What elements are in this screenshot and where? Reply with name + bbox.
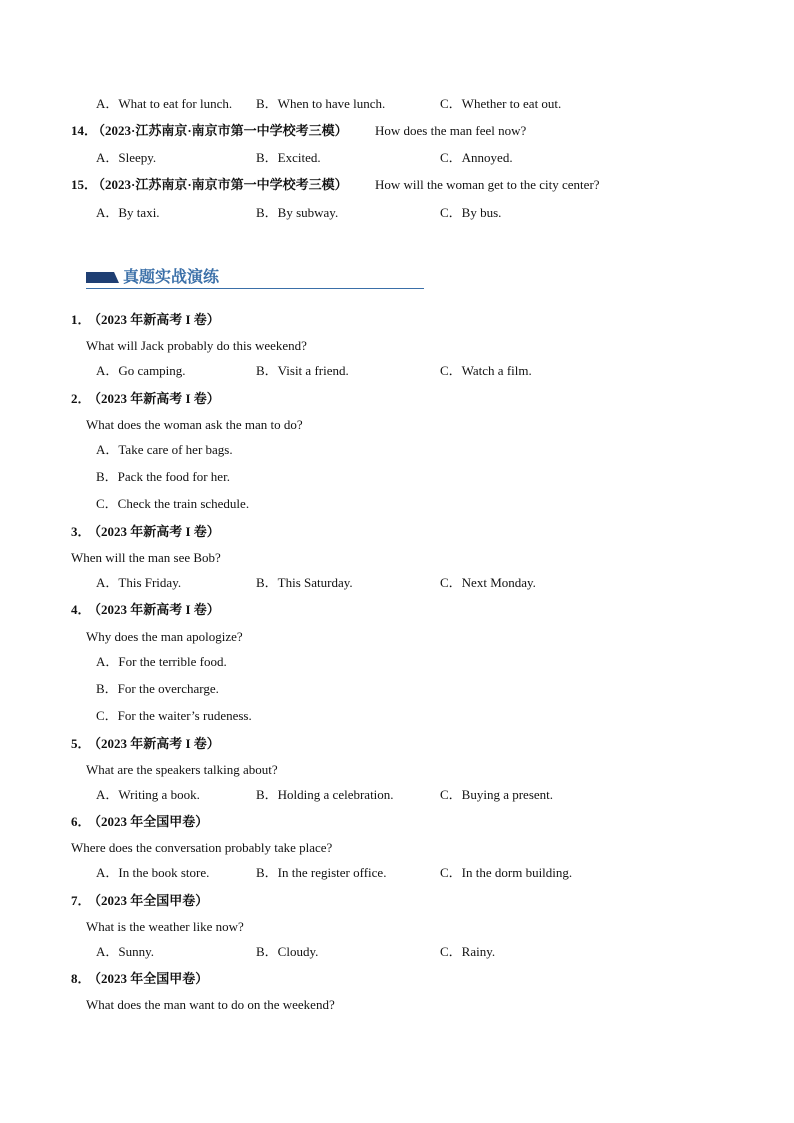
- q14-header: [0, 122, 794, 140]
- q5-number: 5．: [71, 736, 91, 751]
- q3-header: [0, 523, 794, 541]
- q2-option-a: A．Take care of her bags.: [96, 442, 233, 457]
- q4-number: 4．: [71, 602, 91, 617]
- q5-stem-row: [0, 761, 794, 779]
- q1-header: [0, 311, 794, 329]
- q3-stem-row: [0, 549, 794, 567]
- q7-source: （2023 年全国甲卷）: [88, 893, 209, 908]
- q13-option-c: C．Whether to eat out.: [440, 96, 562, 111]
- q6-number: 6．: [71, 814, 91, 829]
- q5-option-c: C．Buying a present.: [440, 787, 554, 802]
- q3-text: When will the man see Bob?: [71, 550, 221, 565]
- q2-stem-row: [0, 416, 794, 434]
- q7-stem-row: [0, 918, 794, 936]
- q4-option-b: B．For the overcharge.: [96, 681, 219, 696]
- q8-number: 8．: [71, 971, 91, 986]
- q3-option-a: A．This Friday.: [96, 575, 182, 590]
- q3-number: 3．: [71, 524, 91, 539]
- q7-option-a: A．Sunny.: [96, 944, 155, 959]
- q14-source: （2023·江苏南京·南京市第一中学校考三模）: [92, 123, 348, 138]
- q2-option-b-row: [0, 468, 794, 486]
- q15-option-a: A．By taxi.: [96, 205, 160, 220]
- q5-source: （2023 年新高考 I 卷）: [88, 736, 220, 751]
- q6-stem-row: [0, 839, 794, 857]
- q1-option-c: C．Watch a film.: [440, 363, 532, 378]
- q1-option-b: B．Visit a friend.: [256, 363, 349, 378]
- q15-number: 15．: [71, 177, 98, 192]
- q6-header: [0, 813, 794, 831]
- q6-source: （2023 年全国甲卷）: [88, 814, 209, 829]
- q2-header: [0, 390, 794, 408]
- q1-number: 1．: [71, 312, 91, 327]
- q15-option-b: B．By subway.: [256, 205, 339, 220]
- q13-options: [0, 95, 794, 113]
- q5-options: [0, 786, 794, 804]
- q5-text: What are the speakers talking about?: [86, 762, 278, 777]
- q6-option-b: B．In the register office.: [256, 865, 387, 880]
- q1-stem-row: [0, 337, 794, 355]
- q3-options: [0, 574, 794, 592]
- q2-option-a-row: [0, 441, 794, 459]
- q1-option-a: A．Go camping.: [96, 363, 186, 378]
- q4-stem-row: [0, 628, 794, 646]
- q7-header: [0, 892, 794, 910]
- section-title: 真题实战演练: [123, 267, 220, 286]
- q2-option-b: B．Pack the food for her.: [96, 469, 230, 484]
- q13-option-a: A．What to eat for lunch.: [96, 96, 233, 111]
- q4-header: [0, 601, 794, 619]
- q7-options: [0, 943, 794, 961]
- q15-options: [0, 204, 794, 222]
- q7-text: What is the weather like now?: [86, 919, 244, 934]
- q5-header: [0, 735, 794, 753]
- q6-text: Where does the conversation probably take place?: [71, 840, 333, 855]
- q7-option-c: C．Rainy.: [440, 944, 496, 959]
- q5-option-b: B．Holding a celebration.: [256, 787, 394, 802]
- q8-stem-row: [0, 996, 794, 1014]
- q2-option-c: C．Check the train schedule.: [96, 496, 250, 511]
- q8-text: What does the man want to do on the weekend?: [86, 997, 335, 1012]
- section-underline: [86, 288, 424, 289]
- q3-source: （2023 年新高考 I 卷）: [88, 524, 220, 539]
- q3-option-c: C．Next Monday.: [440, 575, 536, 590]
- q2-text: What does the woman ask the man to do?: [86, 417, 303, 432]
- section-bar-icon: [86, 272, 119, 283]
- q4-option-c: C．For the waiter’s rudeness.: [96, 708, 252, 723]
- q2-option-c-row: [0, 495, 794, 513]
- q15-option-c: C．By bus.: [440, 205, 502, 220]
- q4-option-c-row: [0, 707, 794, 725]
- q7-option-b: B．Cloudy.: [256, 944, 319, 959]
- q4-option-a: A．For the terrible food.: [96, 654, 227, 669]
- q4-source: （2023 年新高考 I 卷）: [88, 602, 220, 617]
- q15-text: How will the woman get to the city center?: [375, 177, 600, 192]
- q4-option-b-row: [0, 680, 794, 698]
- q14-text: How does the man feel now?: [375, 123, 527, 138]
- q8-header: [0, 970, 794, 988]
- q14-option-b: B．Excited.: [256, 150, 321, 165]
- q6-option-c: C．In the dorm building.: [440, 865, 573, 880]
- q2-source: （2023 年新高考 I 卷）: [88, 391, 220, 406]
- q15-header: [0, 176, 794, 194]
- q14-number: 14．: [71, 123, 98, 138]
- q15-source: （2023·江苏南京·南京市第一中学校考三模）: [92, 177, 348, 192]
- q4-text: Why does the man apologize?: [86, 629, 243, 644]
- q6-options: [0, 864, 794, 882]
- section-header: [86, 266, 424, 290]
- q13-option-b: B．When to have lunch.: [256, 96, 386, 111]
- q14-option-a: A．Sleepy.: [96, 150, 157, 165]
- q3-option-b: B．This Saturday.: [256, 575, 353, 590]
- q5-option-a: A．Writing a book.: [96, 787, 200, 802]
- q4-option-a-row: [0, 653, 794, 671]
- q8-source: （2023 年全国甲卷）: [88, 971, 209, 986]
- q1-text: What will Jack probably do this weekend?: [86, 338, 307, 353]
- q6-option-a: A．In the book store.: [96, 865, 210, 880]
- q14-options: [0, 149, 794, 167]
- q2-number: 2．: [71, 391, 91, 406]
- q7-number: 7．: [71, 893, 91, 908]
- q14-option-c: C．Annoyed.: [440, 150, 513, 165]
- q1-options: [0, 362, 794, 380]
- q1-source: （2023 年新高考 I 卷）: [88, 312, 220, 327]
